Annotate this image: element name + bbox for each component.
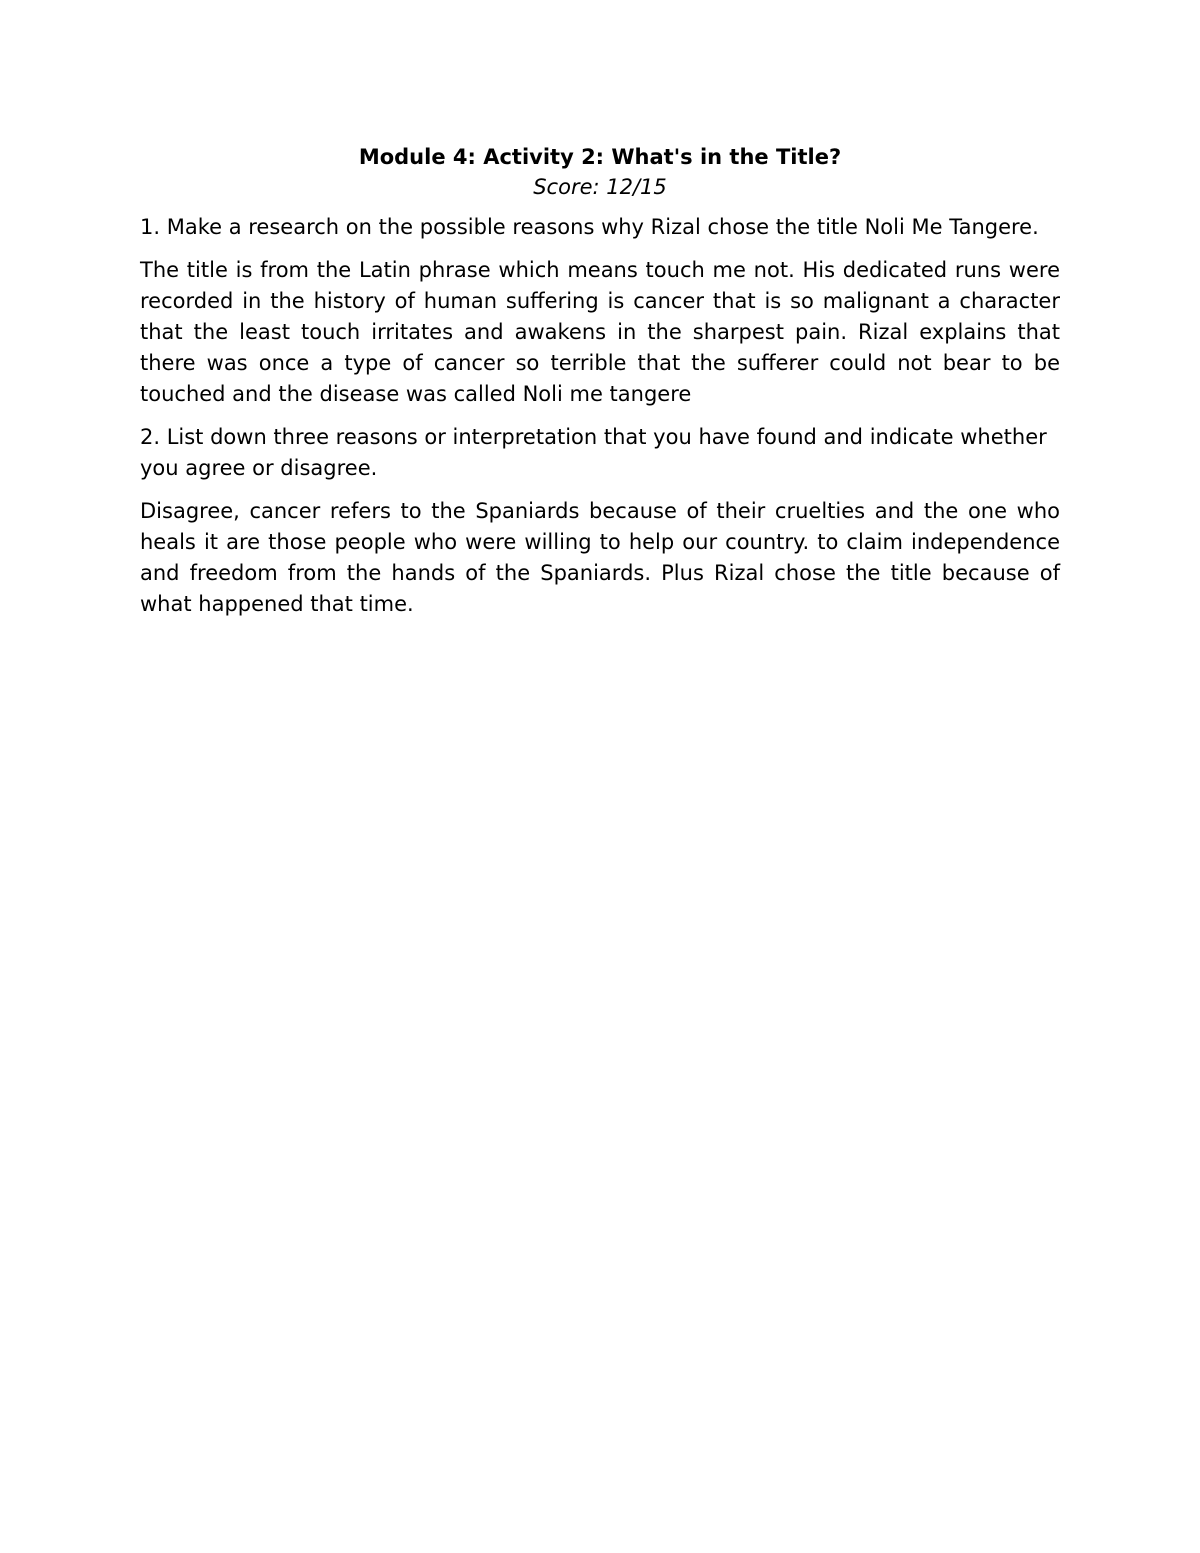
- question-1: 1. Make a research on the possible reasons why Rizal chose the title Noli Me Tangere.: [140, 215, 1039, 239]
- document-content: [140, 142, 1060, 632]
- question-2: 2. List down three reasons or interpretation that you have found and indicate whether you agree or disagree.: [140, 425, 1047, 480]
- document-title: Module 4: Activity 2: What's in the Title?: [358, 145, 842, 169]
- answer-1: The title is from the Latin phrase which means touch me not. His dedicated runs were recorded in the history of human suffering is cancer that is so malignant a character that the least touch irritates and awakens in the sharpest pain. Rizal explains that there was once a type of cancer so terrible that the sufferer could not bear to be touched and the disease was called Noli me tangere: [140, 258, 1060, 406]
- answer-2: Disagree, cancer refers to the Spaniards because of their cruelties and the one who heals it are those people who were willing to help our country. to claim independence and freedom from the hands of the Spaniards. Plus Rizal chose the title because of what happened that time.: [140, 499, 1060, 616]
- score-line: Score: 12/15: [533, 175, 667, 199]
